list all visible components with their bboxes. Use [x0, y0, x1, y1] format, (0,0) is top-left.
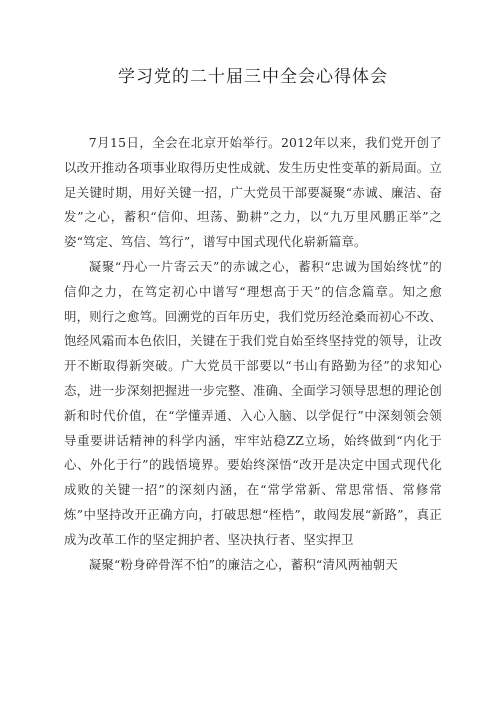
paragraph-2: 凝聚“丹心一片寄云天”的赤诚之心，蓄积“忠诚为国始终忧”的信仰之力，在笃定初心中谱写“理想高于天”的信念篇章。知之愈明，则行之愈笃。回溯党的百年历史，我们党历经沧桑而初心不改、饱经风霜而本色依旧，关键在于我们党自始至终坚持党的领导，让改开不断取得新突破。广大党员干部要以“书山有路勤为径”的求知心态，进一步深刻把握进一步完整、准确、全面学习领导思想的理论创新和时代价值，在“学懂弄通、入心入脑、以学促行”中深刻领会领导重要讲话精神的科学内涵，牢牢站稳ZZ立场，始终做到“内化于心、外化于行”的践悟境界。要始终深悟“改开是决定中国式现代化成败的关键一招”的深刻内涵，在“常学常新、常思常悟、常修常炼”中坚持改开正确方向，打破思想“桎梏”，敢闯发展“新路”，真正成为改革工作的坚定拥护者、坚决执行者、坚实捍卫	[64, 258, 442, 547]
document-title: 学习党的二十届三中全会心得体会	[118, 67, 388, 87]
paragraph-3: 凝聚“粉身碎骨浑不怕”的廉洁之心，蓄积“清风两袖朝天	[88, 556, 398, 572]
paragraph-1: 7月15日，全会在北京开始举行。2012年以来，我们党开创了以改开推动各项事业取得历史性成就、发生历史性变革的新局面。立足关键时期，用好关键一招，广大党员干部要凝聚“赤诚、廉洁、奋发”之心，蓄积“信仰、坦荡、勤耕”之力，以“九万里风鹏正举”之姿“笃定、笃信、笃行”，谱写中国式现代化崭新篇章。	[64, 135, 442, 250]
